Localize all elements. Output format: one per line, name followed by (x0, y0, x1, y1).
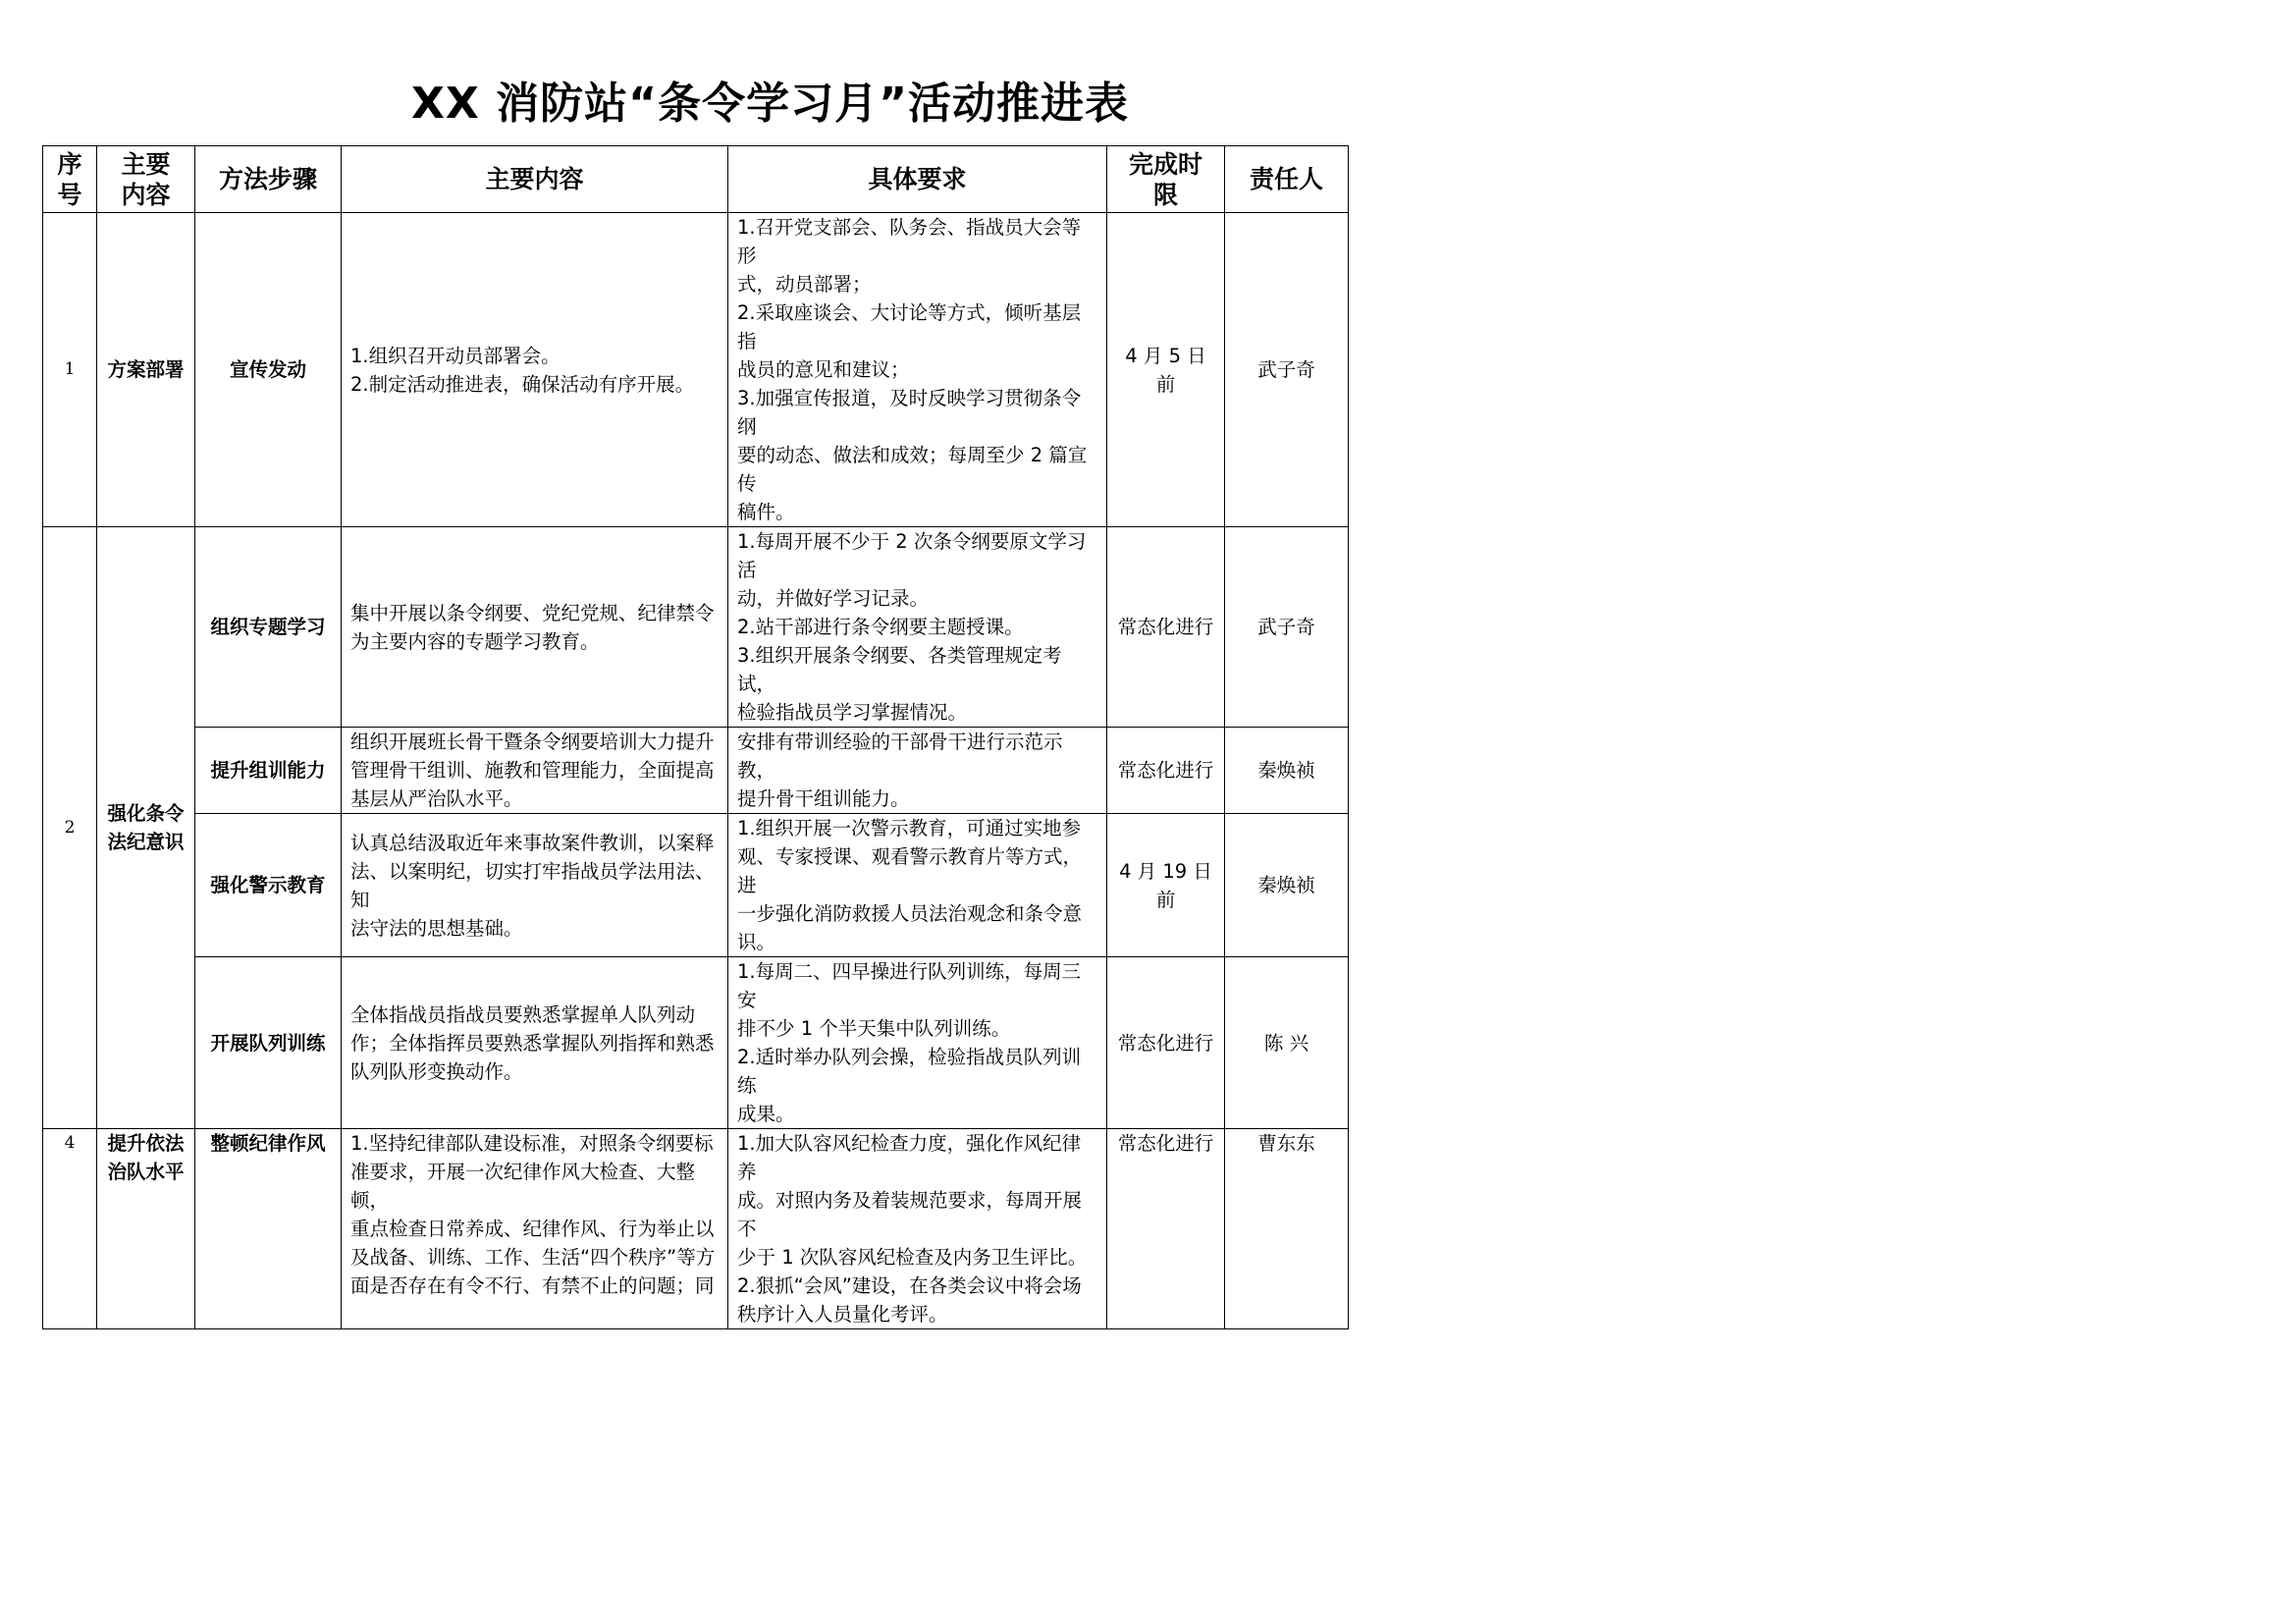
header-owner: 责任人 (1225, 146, 1349, 213)
header-requirements: 具体要求 (728, 146, 1107, 213)
main-content: 1.组织召开动员部署会。 2.制定活动推进表，确保活动有序开展。 (342, 213, 728, 527)
main-item: 方案部署 (97, 213, 195, 527)
row-number: 1 (43, 213, 97, 527)
requirements: 1.召开党支部会、队务会、指战员大会等形 式，动员部署； 2.采取座谈会、大讨论等方式，倾听基层指 战员的意见和建议； 3.加强宣传报道，及时反映学习贯彻条令纲 要的动态、做法和成效；每周至少 2 篇宣传 稿件。 (728, 213, 1107, 527)
deadline: 常态化进行 (1107, 1129, 1225, 1329)
requirements: 1.每周开展不少于 2 次条令纲要原文学习活 动，并做好学习记录。 2.站干部进行条令纲要主题授课。 3.组织开展条令纲要、各类管理规定考试， 检验指战员学习掌握情况。 (728, 527, 1107, 728)
deadline: 4 月 19 日前 (1107, 814, 1225, 957)
deadline: 4 月 5 日前 (1107, 213, 1225, 527)
requirements: 1.加大队容风纪检查力度，强化作风纪律养 成。对照内务及着装规范要求，每周开展不 少于 1 次队容风纪检查及内务卫生评比。 2.狠抓“会风”建设，在各类会议中将会场 秩序计入人员量化考评。 (728, 1129, 1107, 1329)
table-row (43, 728, 1349, 814)
header-no: 序 号 (43, 146, 97, 213)
method-step: 整顿纪律作风 (195, 1129, 342, 1329)
header-row (43, 146, 1349, 213)
table-row (43, 1129, 1349, 1329)
owner: 秦焕祯 (1225, 814, 1349, 957)
main-content: 全体指战员指战员要熟悉掌握单人队列动 作；全体指挥员要熟悉掌握队列指挥和熟悉 队列队形变换动作。 (342, 957, 728, 1129)
owner: 武子奇 (1225, 213, 1349, 527)
header-method: 方法步骤 (195, 146, 342, 213)
requirements: 1.每周二、四早操进行队列训练，每周三安 排不少 1 个半天集中队列训练。 2.适时举办队列会操，检验指战员队列训练 成果。 (728, 957, 1107, 1129)
requirements: 安排有带训经验的干部骨干进行示范示教， 提升骨干组训能力。 (728, 728, 1107, 814)
document-title: XX 消防站“条令学习月”活动推进表 (410, 79, 1129, 129)
deadline: 常态化进行 (1107, 728, 1225, 814)
table-row (43, 527, 1349, 728)
main-item: 强化条令 法纪意识 (97, 527, 195, 1129)
method-step: 组织专题学习 (195, 527, 342, 728)
method-step: 提升组训能力 (195, 728, 342, 814)
method-step: 开展队列训练 (195, 957, 342, 1129)
header-deadline: 完成时 限 (1107, 146, 1225, 213)
owner: 武子奇 (1225, 527, 1349, 728)
main-content: 集中开展以条令纲要、党纪党规、纪律禁令 为主要内容的专题学习教育。 (342, 527, 728, 728)
owner: 陈 兴 (1225, 957, 1349, 1129)
owner: 秦焕祯 (1225, 728, 1349, 814)
table-row (43, 213, 1349, 527)
owner: 曹东东 (1225, 1129, 1349, 1329)
main-content: 1.坚持纪律部队建设标准，对照条令纲要标 准要求，开展一次纪律作风大检查、大整顿， 重点检查日常养成、纪律作风、行为举止以 及战备、训练、工作、生活“四个秩序”等方 面是否存在有令不行、有禁不止的问题；同 (342, 1129, 728, 1329)
table-row (43, 814, 1349, 957)
method-step: 宣传发动 (195, 213, 342, 527)
header-content: 主要内容 (342, 146, 728, 213)
table-row (43, 957, 1349, 1129)
deadline: 常态化进行 (1107, 957, 1225, 1129)
row-number: 4 (43, 1129, 97, 1329)
method-step: 强化警示教育 (195, 814, 342, 957)
main-content: 认真总结汲取近年来事故案件教训，以案释 法、以案明纪，切实打牢指战员学法用法、知 法守法的思想基础。 (342, 814, 728, 957)
activity-table (42, 145, 1349, 1329)
row-number: 2 (43, 527, 97, 1129)
requirements: 1.组织开展一次警示教育，可通过实地参 观、专家授课、观看警示教育片等方式，进 一步强化消防救援人员法治观念和条令意 识。 (728, 814, 1107, 957)
main-content: 组织开展班长骨干暨条令纲要培训大力提升 管理骨干组训、施教和管理能力，全面提高 基层从严治队水平。 (342, 728, 728, 814)
deadline: 常态化进行 (1107, 527, 1225, 728)
header-main: 主要 内容 (97, 146, 195, 213)
main-item: 提升依法 治队水平 (97, 1129, 195, 1329)
